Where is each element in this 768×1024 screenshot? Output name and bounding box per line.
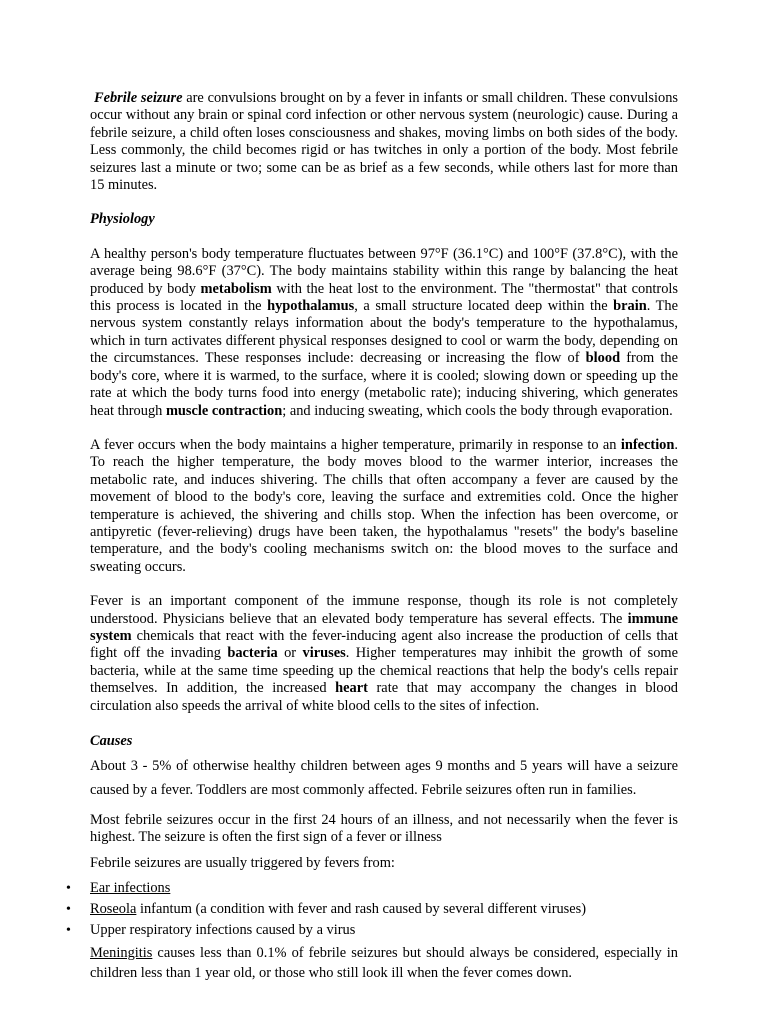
trigger-list <box>66 878 678 941</box>
roseola-link[interactable]: Roseola <box>90 900 137 917</box>
list-item <box>66 878 678 899</box>
causes-paragraph-2: Most febrile seizures occur in the first 24 hours of an illness, and not necessarily when the fever is highest. The seizure is often the first sign of a fever or illness <box>90 811 678 845</box>
term-blood: blood <box>585 350 621 367</box>
term-bacteria: bacteria <box>227 645 278 662</box>
term-immune-system: immune system <box>90 610 678 644</box>
intro-term: Febrile seizure <box>94 90 183 106</box>
intro-text: are convulsions brought on by a fever in infants or small children. These convulsions occur without any brain or spinal cord infection or other nervous system (neurologic) cause. During a febrile seizure, a child often loses consciousness and shakes, moving limbs on both sides of the body. Less commonly, the child becomes rigid or has twitches in only a portion of the body. Most febrile seizures last a minute or two; some can be as brief as a few seconds, while others last for more than 15 minutes. <box>90 90 678 194</box>
list-item: • Upper respiratory infections caused by a virus <box>90 920 678 941</box>
term-brain: brain <box>613 298 647 315</box>
list-item: • Roseola infantum (a condition with fever and rash caused by several different viruses) <box>90 899 678 920</box>
causes-heading: Causes <box>90 733 133 749</box>
document-body <box>66 90 678 983</box>
physiology-heading: Physiology <box>90 211 155 228</box>
causes-paragraph-3: Febrile seizures are usually triggered by fevers from: <box>90 855 395 872</box>
intro-paragraph <box>90 90 678 194</box>
term-metabolism: metabolism <box>200 280 272 297</box>
ear-infections-link[interactable]: Ear infections <box>90 879 171 896</box>
bullet-icon: • <box>66 901 71 917</box>
physiology-paragraph-2: A fever occurs when the body maintains a higher temperature, primarily in response to an infection. To reach the higher temperature, the body moves blood to the warmer interior, increases the metabolic rate, and induces shivering. The chills that often accompany a fever are caused by the movement of blood to the body's core, leaving the surface and extremities cold. Once the higher temperature is achieved, the shivering and chills stop. When the infection has been overcome, or antipyretic (fever-relieving) drugs have been taken, the hypothalamus "resets" the body's baseline temperature, and the body's cooling mechanisms switch on: the blood moves to the surface and sweating occurs. <box>90 436 678 575</box>
term-infection: infection <box>620 436 675 453</box>
physiology-paragraph-3: Fever is an important component of the immune response, though its role is not completely understood. Physicians believe that an elevated body temperature has several effects. The immune system chemicals that react with the fever-inducing agent also increase the production of cells that fight off the invading bacteria or viruses. Higher temperatures may inhibit the growth of some bacteria, while at the same time speeding up the chemical reactions that help the body's cells repair themselves. In addition, the increased heart rate that may accompany the changes in blood circulation also speeds the arrival of white blood cells to the sites of infection. <box>90 593 678 714</box>
meningitis-link[interactable]: Meningitis <box>90 944 153 961</box>
causes-paragraph-4: Meningitis causes less than 0.1% of febrile seizures but should always be considered, especially in children less than 1 year old, or those who still look ill when the fever comes down. <box>90 944 678 981</box>
causes-paragraph-1: About 3 - 5% of otherwise healthy children between ages 9 months and 5 years will have a seizure caused by a fever. Toddlers are most commonly affected. Febrile seizures often run in families. <box>90 758 678 798</box>
physiology-paragraph-1: A healthy person's body temperature fluctuates between 97°F (36.1°C) and 100°F (37.8°C), with the average being 98.6°F (37°C). The body maintains stability within this range by balancing the heat produced by body metabolism with the heat lost to the environment. The "thermostat" that controls this process is located in the hypothalamus, a small structure located deep within the brain. The nervous system constantly relays information about the body's temperature to the hypothalamus, which in turn activates different physical responses designed to cool or warm the body, depending on the circumstances. These responses include: decreasing or increasing the flow of blood from the body's core, where it is warmed, to the surface, where it is cooled; slowing down or speeding up the rate at which the body turns food into energy (metabolic rate); inducing shivering, which generates heat through muscle contraction; and inducing sweating, which cools the body through evaporation. <box>90 245 678 419</box>
term-viruses: viruses <box>302 645 346 662</box>
bullet-icon: • <box>66 922 71 938</box>
bullet-icon: • <box>66 880 71 896</box>
term-hypothalamus: hypothalamus <box>267 298 355 315</box>
term-heart: heart <box>335 680 368 697</box>
term-muscle-contraction: muscle contraction <box>165 402 283 419</box>
